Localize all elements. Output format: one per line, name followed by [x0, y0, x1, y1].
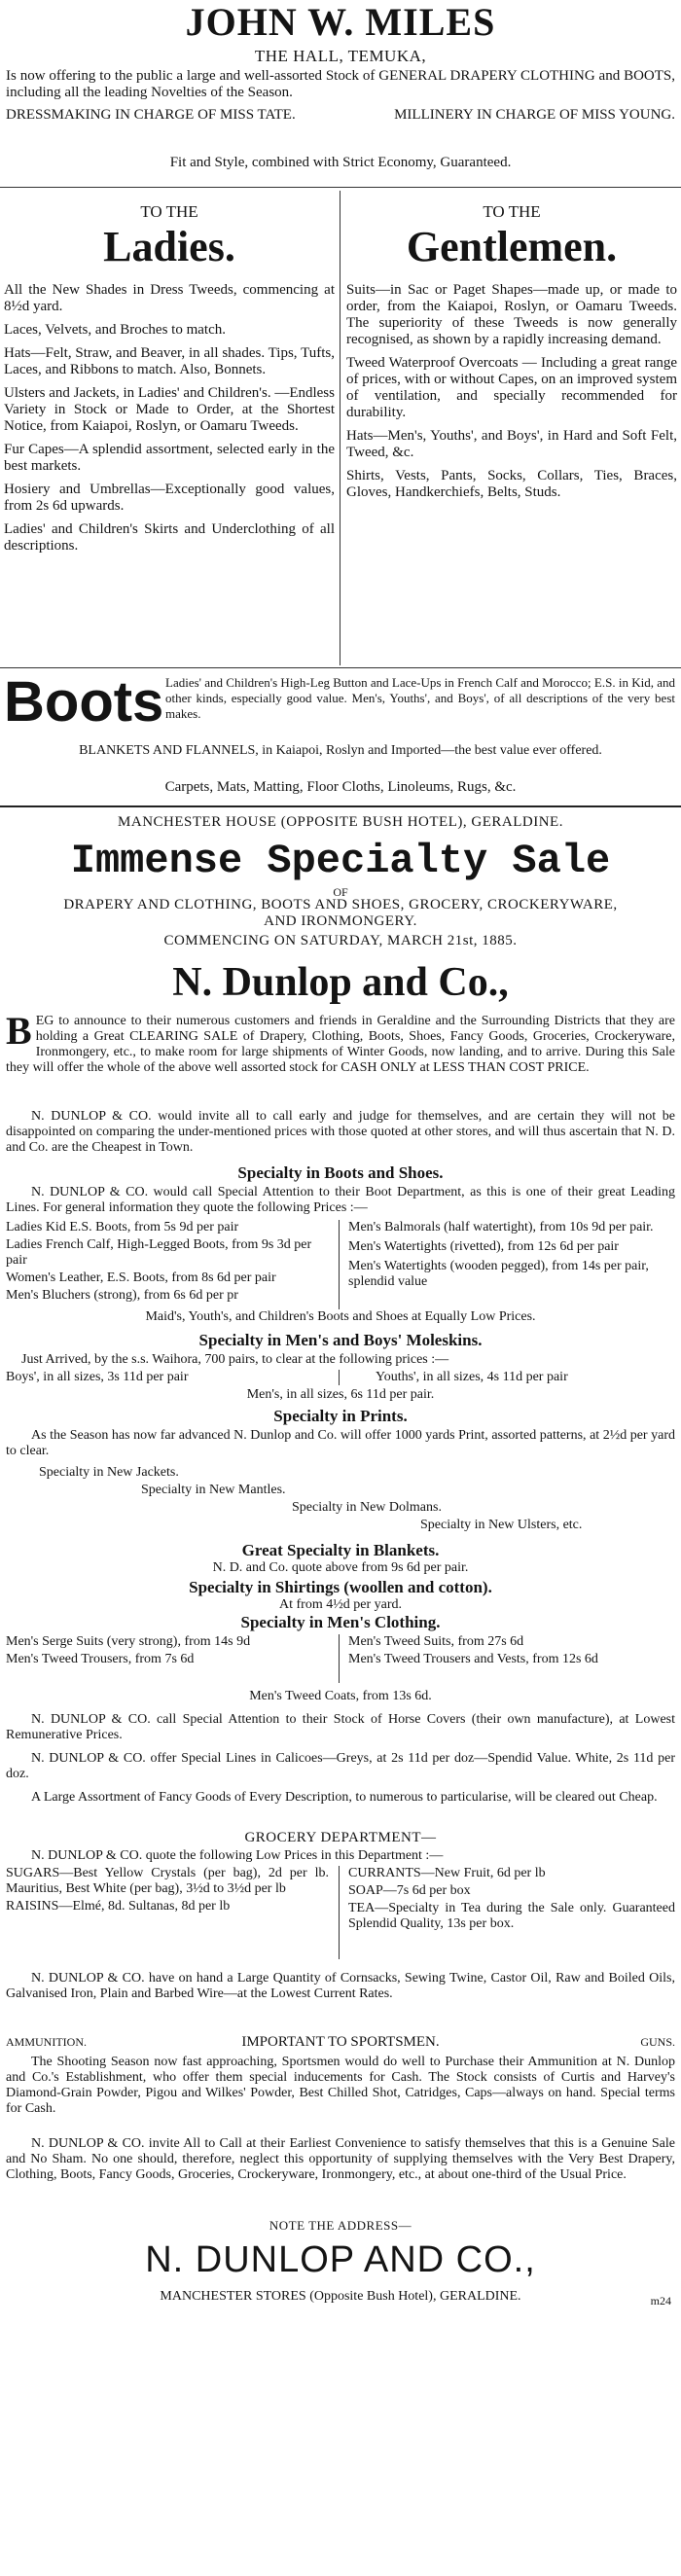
price-item: Men's Tweed Trousers, from 7s 6d: [6, 1652, 195, 1666]
clothing-prices-right: [348, 1634, 675, 1667]
beg-paragraph: [6, 1009, 675, 1076]
gentlemen-heading: Gentlemen.: [406, 223, 618, 270]
divider: [0, 667, 681, 668]
price-item: TEA—Specialty in Tea during the Sale only. Guaranteed Splendid Quality, 13s per box.: [348, 1901, 675, 1931]
price-item: Men's Watertights (wooden pegged), from 14s per pair, splendid value: [348, 1259, 649, 1289]
gentlemen-item: Tweed Waterproof Overcoats — Including a great range of prices, with or without Capes, on an improved system of ventilation, and specially recommended for durability.: [346, 355, 677, 420]
dressmaking-text: DRESSMAKING IN CHARGE OF MISS TATE.: [6, 107, 296, 123]
sportsmen-heading: IMPORTANT TO SPORTSMEN.: [241, 2034, 440, 2050]
address-text: MANCHESTER STORES (Opposite Bush Hotel), GERALDINE.: [160, 2289, 521, 2304]
price-item: Women's Leather, E.S. Boots, from 8s 6d per pair: [6, 1270, 276, 1285]
boots-maids: Maid's, Youth's, and Children's Boots and Shoes at Equally Low Prices.: [145, 1309, 536, 1324]
shirtings-heading: Specialty in Shirtings (woollen and cotton).: [189, 1578, 492, 1596]
moleskin-men: Men's, in all sizes, 6s 11d per pair.: [246, 1387, 435, 1402]
price-item: SOAP—7s 6d per box: [348, 1883, 471, 1898]
price-item: Men's Bluchers (strong), from 6s 6d per pr: [6, 1288, 238, 1303]
column-divider: [339, 1370, 340, 1385]
blankets-heading: Great Specialty in Blankets.: [241, 1541, 440, 1559]
ladies-item: All the New Shades in Dress Tweeds, commencing at 8½d yard.: [4, 282, 335, 314]
price-item: Men's Balmorals (half watertight), from 10s 9d per pair.: [348, 1220, 654, 1234]
specialty-cascade: [0, 1465, 681, 1535]
price-item: Men's Tweed Suits, from 27s 6d: [348, 1634, 524, 1649]
miles-blankets: BLANKETS AND FLANNELS, in Kaiapoi, Roslyn and Imported—the best value ever offered.: [79, 743, 602, 758]
price-item: Men's Tweed Trousers and Vests, from 12s 6d: [348, 1652, 598, 1666]
price-item: Ladies French Calf, High-Legged Boots, from 9s 3d per pair: [6, 1237, 312, 1268]
calicoes: N. DUNLOP & CO. offer Special Lines in Calicoes—Greys, at 2s 11d per doz—Spendid Value. White, 2s 11d per doz.: [6, 1751, 675, 1781]
dunlop-house: MANCHESTER HOUSE (OPPOSITE BUSH HOTEL), GERALDINE.: [118, 814, 563, 830]
moleskin-intro: Just Arrived, by the s.s. Waihora, 700 pairs, to clear at the following prices :—: [21, 1352, 449, 1367]
prints-heading: Specialty in Prints.: [273, 1407, 408, 1425]
clothing-coats: Men's Tweed Coats, from 13s 6d.: [249, 1689, 432, 1703]
ad-code: m24: [650, 2294, 671, 2308]
ladies-to-the: TO THE: [140, 202, 198, 221]
grocery-heading: GROCERY DEPARTMENT—: [244, 1830, 437, 1845]
boots-prices-right: [348, 1220, 675, 1290]
column-divider: [339, 1220, 340, 1309]
sale-goods: DRAPERY AND CLOTHING, BOOTS AND SHOES, GROCERY, CROCKERYWARE, AND IRONMONGERY.: [63, 897, 618, 929]
boots-text: Ladies' and Children's High-Leg Button and Lace-Ups in French Calf and Morocco; E.S. in Kid, and other kinds, especially good value. Men's, Youths', and Boys', of all descriptions of the very best makes.: [165, 675, 675, 721]
column-divider: [339, 1866, 340, 1959]
advert-separator: [0, 805, 681, 807]
miles-intro: Is now offering to the public a large and well-assorted Stock of GENERAL DRAPERY CLOTHING and BOOTS, including all the leading Novelties of the Season.: [6, 68, 675, 100]
grocery-prices-left: [6, 1866, 329, 1914]
sale-commencing: COMMENCING ON SATURDAY, MARCH 21st, 1885.: [163, 933, 518, 948]
boots-heading: Boots: [4, 670, 164, 733]
invite-call: N. DUNLOP & CO. invite All to Call at their Earliest Convenience to satisfy themselves that this is a Genuine Sale and No Sham. No one should, therefore, neglect this opportunity of supplying themselves with the Very Best Drapery, Clothing, Boots, Fancy Goods, Groceries, Crockeryware, Ironmongery, etc., at about one-third of the Usual Price.: [6, 2136, 675, 2182]
sale-title: Immense Specialty Sale: [70, 838, 611, 884]
cornsacks: N. DUNLOP & CO. have on hand a Large Quantity of Cornsacks, Sewing Twine, Castor Oil, Raw and Boiled Oils, Galvanised Iron, Plain and Barbed Wire—at the Lowest Current Rates.: [6, 1971, 675, 2001]
clothing-heading: Specialty in Men's Clothing.: [240, 1613, 441, 1631]
moleskin-heading: Specialty in Men's and Boys' Moleskins.: [198, 1331, 483, 1349]
cascade-item: Specialty in New Jackets.: [39, 1465, 179, 1480]
prints-text: As the Season has now far advanced N. Dunlop and Co. will offer 1000 yards Print, assorted patterns, at 2½d per yard to clear.: [6, 1428, 675, 1458]
big-firm-name: N. DUNLOP AND CO.,: [145, 2239, 536, 2280]
grocery-intro: N. DUNLOP & CO. quote the following Low Prices in this Department :—: [31, 1848, 444, 1863]
drop-cap: B: [6, 1009, 32, 1053]
clothing-price-table: [6, 1634, 675, 1687]
gentlemen-item: Shirts, Vests, Pants, Socks, Collars, Ties, Braces, Gloves, Handkerchiefs, Belts, Studs.: [346, 468, 677, 500]
clothing-prices-left: [6, 1634, 327, 1667]
divider: [0, 187, 681, 188]
firm-name: N. Dunlop and Co.,: [172, 960, 509, 1005]
gentlemen-item: Suits—in Sac or Paget Shapes—made up, or made to order, from the Kaiapoi, Roslyn, or Oamaru Tweeds. The superiority of these Tweeds is now generally recognised, as shown by a rapidly increasing demand.: [346, 282, 677, 347]
price-item: RAISINS—Elmé, 8d. Sultanas, 8d per lb: [6, 1899, 231, 1914]
cascade-item: Specialty in New Mantles.: [141, 1483, 286, 1497]
guns-label: GUNS.: [640, 2035, 675, 2049]
miles-fit: Fit and Style, combined with Strict Economy, Guaranteed.: [169, 155, 512, 170]
miles-charge-line: [6, 107, 675, 124]
ladies-heading: Ladies.: [103, 223, 235, 270]
ladies-item: Hosiery and Umbrellas—Exceptionally good values, from 2s 6d upwards.: [4, 482, 335, 514]
boots-shoes-intro: N. DUNLOP & CO. would call Special Attention to their Boot Department, as this is one of their great Leading Lines. For general information they quote the following Prices :—: [6, 1185, 675, 1215]
gentlemen-to-the: TO THE: [483, 202, 541, 221]
blankets-text: N. D. and Co. quote above from 9s 6d per pair.: [212, 1560, 469, 1575]
invite-paragraph: N. DUNLOP & CO. would invite all to call early and judge for themselves, and are certain they will not be disappointed on comparing the under-mentioned prices with those quoted at other stores, and will thus ascertain that N. D. and Co. are the Cheapest in Town.: [6, 1109, 675, 1155]
horse-covers: N. DUNLOP & CO. call Special Attention to their Stock of Horse Covers (their own manufacture), at Lowest Remunerative Prices.: [6, 1712, 675, 1742]
boots-prices-left: [6, 1220, 333, 1304]
price-item: Men's Serge Suits (very strong), from 14s 9d: [6, 1634, 251, 1649]
price-item: SUGARS—Best Yellow Crystals (per bag), 2d per lb. Mauritius, Best White (per bag), 3½d to 3½d per lb: [6, 1866, 329, 1896]
fancy-goods: A Large Assortment of Fancy Goods of Every Description, to numerous to particularise, will be cleared out Cheap.: [31, 1790, 658, 1805]
gentlemen-item: Hats—Men's, Youths', and Boys', in Hard and Soft Felt, Tweed, &c.: [346, 428, 677, 460]
boots-shoes-heading: Specialty in Boots and Shoes.: [237, 1163, 444, 1182]
grocery-prices-right: [348, 1866, 675, 1932]
ladies-item: Laces, Velvets, and Broches to match.: [4, 322, 226, 338]
miles-boots-block: [0, 670, 681, 741]
moleskin-prices: [6, 1370, 675, 1385]
sportsmen-heading-row: [6, 2033, 675, 2052]
miles-location: THE HALL, TEMUKA,: [254, 47, 427, 65]
ladies-items: [4, 282, 335, 555]
cascade-item: Specialty in New Dolmans.: [292, 1500, 442, 1515]
price-item: Men's Watertights (rivetted), from 12s 6d per pair: [348, 1239, 619, 1254]
ladies-item: Ulsters and Jackets, in Ladies' and Children's. —Endless Variety in Stock or Made to Order, at the Shortest Notice, from Kaiapoi, Roslyn, or Oamaru Tweeds.: [4, 385, 335, 434]
miles-name: JOHN W. MILES: [185, 0, 496, 44]
millinery-text: MILLINERY IN CHARGE OF MISS YOUNG.: [394, 107, 675, 123]
note-address: NOTE THE ADDRESS—: [269, 2218, 412, 2233]
ladies-item: Fur Capes—A splendid assortment, selected early in the best markets.: [4, 442, 335, 474]
ammunition-label: AMMUNITION.: [6, 2035, 87, 2049]
price-item: Ladies Kid E.S. Boots, from 5s 9d per pair: [6, 1220, 239, 1234]
miles-carpets: Carpets, Mats, Matting, Floor Cloths, Linoleums, Rugs, &c.: [164, 779, 517, 795]
beg-text: EG to announce to their numerous customers and friends in Geraldine and the Surrounding Districts that they are holding a Great CLEARING SALE of Drapery, Clothing, Boots, Shoes, Fancy Goods, Groceries, Crockeryware, Ironmongery, etc., to make room for large shipments of Winter Goods, now landing, and to arrive. During this Sale they will offer the whole of the above well assorted stock for CASH ONLY at LESS THAN COST PRICE.: [6, 1014, 675, 1075]
ladies-item: Ladies' and Children's Skirts and Underclothing of all descriptions.: [4, 521, 335, 554]
column-divider: [339, 1634, 340, 1683]
gentlemen-items: [346, 282, 677, 501]
address-row: [6, 2288, 675, 2306]
miles-columns: [0, 191, 681, 665]
sale-of: OF: [333, 885, 348, 899]
price-item: CURRANTS—New Fruit, 6d per lb: [348, 1866, 546, 1880]
ladies-column: [4, 191, 335, 561]
shooting-text: The Shooting Season now fast approaching, Sportsmen would do well to Purchase their Ammunition at N. Dunlop and Co.'s Establishment, who offer them special inducements for Cash. The Stock consists of Curtis and Harvey's Diamond-Grain Powder, Pigou and Wilkes' Powder, Best Chilled Shot, Catridges, Caps—always on hand. Special terms for Cash.: [6, 2055, 675, 2116]
shirtings-text: At from 4½d per yard.: [279, 1597, 402, 1612]
grocery-price-table: [6, 1866, 675, 1963]
cascade-item: Specialty in New Ulsters, etc.: [420, 1518, 583, 1532]
moleskin-youths: Youths', in all sizes, 4s 11d per pair: [376, 1370, 568, 1384]
gentlemen-column: [346, 191, 677, 508]
ladies-item: Hats—Felt, Straw, and Beaver, in all shades. Tips, Tufts, Laces, and Ribbons to match. Also, Bonnets.: [4, 345, 335, 377]
moleskin-boys: Boys', in all sizes, 3s 11d per pair: [6, 1370, 189, 1384]
